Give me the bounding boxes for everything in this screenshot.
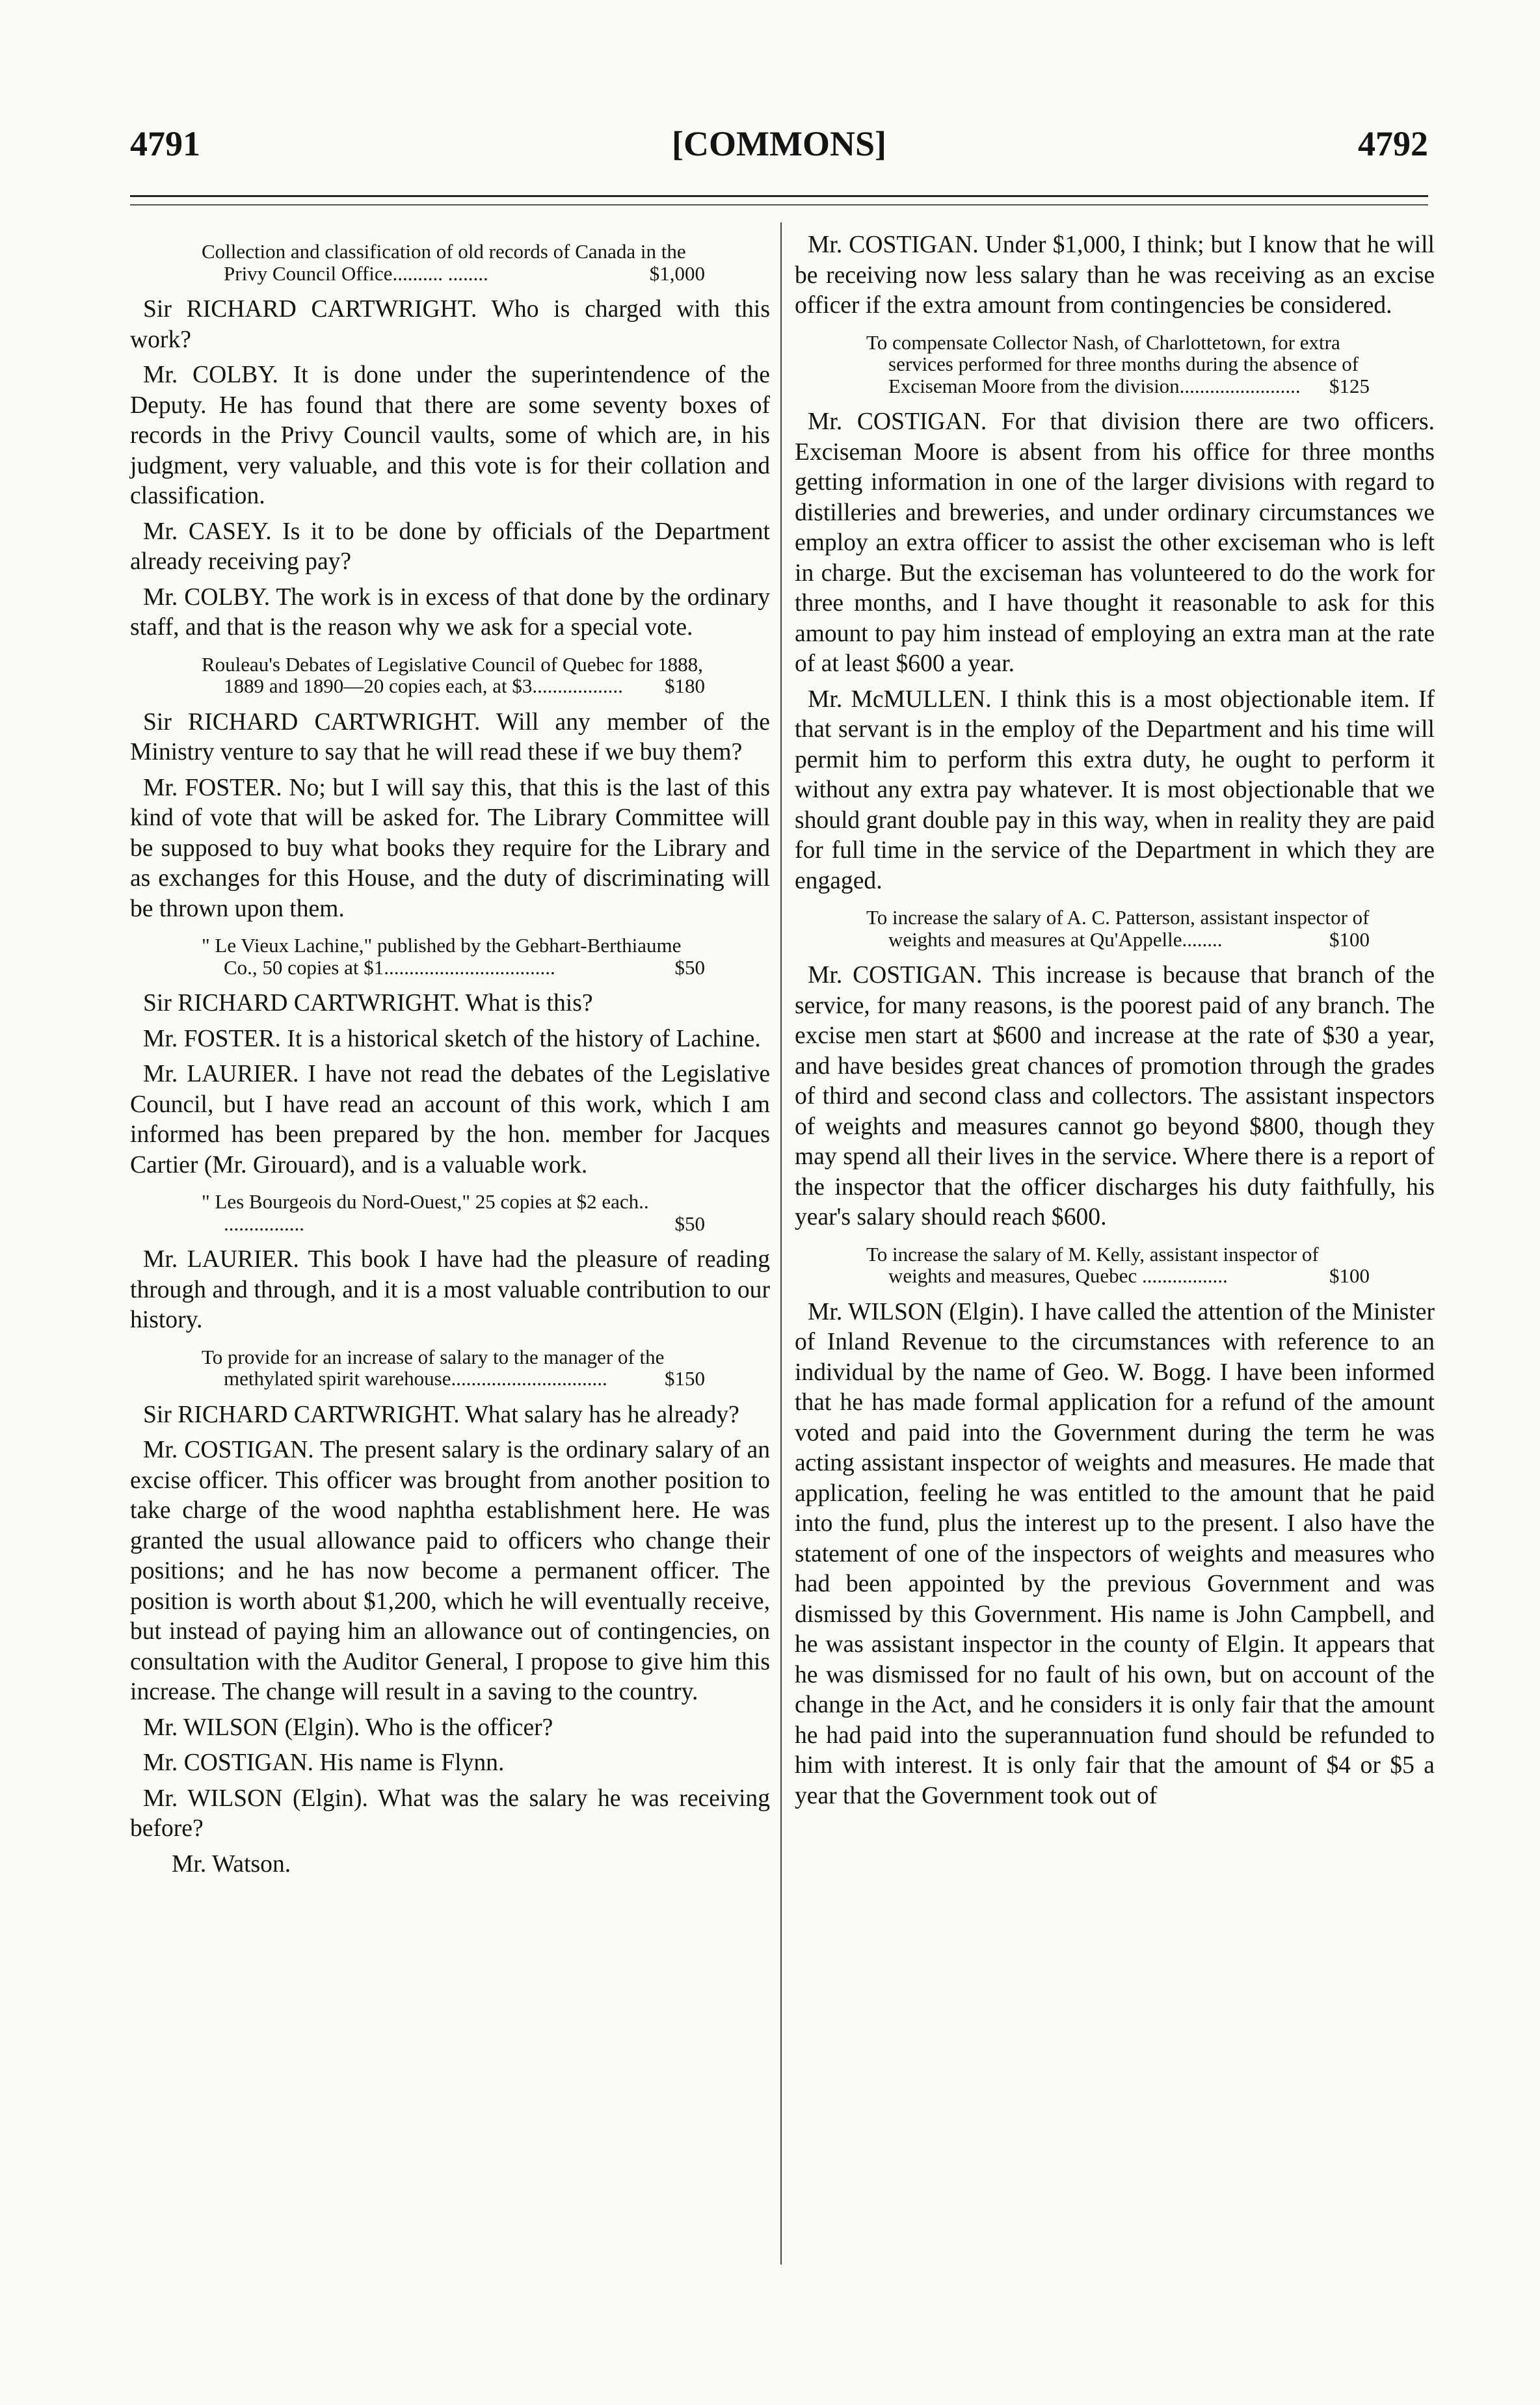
- speech-paragraph: Mr. McMULLEN. I think this is a most objectionable item. If that servant is in the employ of the Department and his time will permit him to perform this extra duty, he ought to perform it without any extra pay whatever. It is most objectionable that we should grant double pay in this way, when in reality they are paid for full time in the service of the Department in which they are engaged.: [795, 685, 1435, 894]
- speech-paragraph: Mr. FOSTER. It is a historical sketch of the history of Lachine.: [143, 1025, 761, 1052]
- speech-paragraph: Mr. COSTIGAN. His name is Flynn.: [143, 1749, 505, 1776]
- speech-paragraph: Sir RICHARD CARTWRIGHT. What is this?: [143, 990, 593, 1016]
- speech-paragraph: Mr. FOSTER. No; but I will say this, that this is the last of this kind of vote that will be asked for. The Library Committee will be supposed to buy what books they require for the Library and as exchanges for this House, and the duty of discriminating will be thrown upon them.: [130, 774, 770, 922]
- vote-item: [202, 654, 705, 697]
- vote-item-amount: $180: [665, 674, 705, 697]
- speech-paragraph: Sir RICHARD CARTWRIGHT. Who is charged with this work?: [130, 296, 770, 353]
- vote-item-text: Rouleau's Debates of Legislative Council of Quebec for 1888, 1889 and 1890—20 copies each, at $3..................: [202, 652, 703, 697]
- page-number-left: 4791: [130, 124, 200, 163]
- vote-item: [202, 1191, 705, 1234]
- vote-item-amount: $50: [674, 1212, 705, 1235]
- speech-paragraph: Mr. COLBY. The work is in excess of that done by the ordinary staff, and that is the reason why we ask for a special vote.: [130, 583, 770, 641]
- speech-paragraph: Mr. COSTIGAN. This increase is because that branch of the service, for many reasons, is the poorest paid of any branch. The excise men start at $600 and increase at the rate of $30 a year, and have besides great chances of promotion through the grades of third and second class and collectors. The assistant inspectors of weights and measures cannot go beyond $800, though they may spend all their lives in the service. Where there is a report of the inspector that the officer discharges his duty faithfully, his year's salary should reach $600.: [795, 962, 1435, 1230]
- vote-item: [866, 332, 1370, 397]
- speech-paragraph: Mr. COSTIGAN. The present salary is the ordinary salary of an excise officer. This officer was brought from another position to take charge of the wood naphtha establishment here. He was granted the usual allowance paid to officers who change their positions; and he has now become a permanent officer. The position is worth about $1,200, which he will eventually receive, but instead of paying him an allowance out of contingencies, on consultation with the Auditor General, I propose to give him this increase. The change will result in a saving to the country.: [130, 1437, 770, 1705]
- speech-paragraph: Mr. WILSON (Elgin). What was the salary he was receiving before?: [130, 1785, 770, 1842]
- left-column: [130, 230, 770, 1880]
- vote-item-amount: $125: [1329, 374, 1370, 397]
- vote-item-amount: $1,000: [649, 261, 705, 285]
- column-divider: [780, 222, 782, 2265]
- vote-item: [202, 1346, 705, 1390]
- vote-item-text: " Le Vieux Lachine," published by the Gebhart-Berthiaume Co., 50 copies at $1..................................: [202, 934, 682, 979]
- speech-paragraph: Mr. COSTIGAN. Under $1,000, I think; but I know that he will be receiving now less salary than he was receiving as an excise officer if the extra amount from contingencies be considered.: [795, 232, 1435, 319]
- speech-paragraph: Mr. COSTIGAN. For that division there are two officers. Exciseman Moore is absent from his office for three months getting information in one of the larger divisions with regard to distilleries and breweries, and under ordinary circumstances we employ an extra officer to assist the other exciseman who is left in charge. But the exciseman has volunteered to do the work for three months, and I have thought it reasonable to ask for this amount to pay him instead of employing an extra man at the rate of at least $600 a year.: [795, 408, 1435, 677]
- vote-item: [866, 1243, 1370, 1287]
- page-header: [130, 121, 1428, 166]
- speech-paragraph: Mr. CASEY. Is it to be done by officials of the Department already receiving pay?: [130, 518, 770, 575]
- vote-item-text: " Les Bourgeois du Nord-Ouest," 25 copies at $2 each.. ................: [202, 1190, 649, 1235]
- right-column: [795, 230, 1435, 1816]
- vote-item: [202, 241, 705, 284]
- vote-item: [202, 935, 705, 978]
- speech-paragraph: Mr. LAURIER. This book I have had the pleasure of reading through and through, and it is a most valuable contribution to our history.: [130, 1246, 770, 1333]
- vote-item-text: To increase the salary of A. C. Patterson, assistant inspector of weights and measures at Qu'Appelle........: [866, 906, 1370, 951]
- vote-item-text: Collection and classification of old records of Canada in the Privy Council Office.......... ........: [202, 240, 686, 285]
- page-number-right: 4792: [1358, 124, 1428, 163]
- reporter-signature: Mr. Watson.: [172, 1850, 291, 1878]
- speech-paragraph: Sir RICHARD CARTWRIGHT. Will any member of the Ministry venture to say that he will read these if we buy them?: [130, 708, 770, 765]
- vote-item-text: To compensate Collector Nash, of Charlottetown, for extra services performed for three months during the absence of Exciseman Moore from the division........................: [866, 330, 1359, 397]
- speech-paragraph: Mr. COLBY. It is done under the superintendence of the Deputy. He has found that there are some seventy boxes of records in the Privy Council vaults, some of which are, in his judgment, very valuable, and this vote is for their collation and classification.: [130, 362, 770, 509]
- vote-item-text: To provide for an increase of salary to the manager of the methylated spirit warehouse...............................: [202, 1345, 665, 1390]
- vote-item-amount: $100: [1329, 1264, 1370, 1287]
- vote-item-amount: $150: [665, 1367, 705, 1390]
- speech-paragraph: Mr. LAURIER. I have not read the debates of the Legislative Council, but I have read an account of this work, which I am informed has been prepared by the hon. member for Jacques Cartier (Mr. Girouard), and is a valuable work.: [130, 1061, 770, 1178]
- header-rule-thin: [130, 204, 1428, 206]
- speech-paragraph: Mr. WILSON (Elgin). Who is the officer?: [143, 1714, 553, 1741]
- speech-paragraph: Mr. WILSON (Elgin). I have called the attention of the Minister of Inland Revenue to the circumstances with reference to an individual by the name of Geo. W. Bogg. I have been informed that he has made formal application for a refund of the amount voted and paid into the Government during the term he was acting assistant inspector of weights and measures. He made that application, feeling he was entitled to the amount that he paid into the fund, plus the interest up to the present. I also have the statement of one of the inspectors of weights and measures who had been appointed by the previous Government and was dismissed by this Government. His name is John Campbell, and he was assistant inspector in the county of Elgin. It appears that he was dismissed for no fault of his own, but on account of the change in the Act, and he considers it is only fair that the amount he had paid into the superannuation fund should be refunded to him with interest. It is only fair that the amount of $4 or $5 a year that the Government took out of: [795, 1298, 1435, 1809]
- vote-item-amount: $50: [674, 955, 705, 979]
- vote-item-text: To increase the salary of M. Kelly, assistant inspector of weights and measures, Quebec .................: [866, 1242, 1319, 1287]
- vote-item: [866, 907, 1370, 950]
- header-rule: [130, 195, 1428, 197]
- running-title: [COMMONS]: [672, 124, 886, 163]
- speech-paragraph: Sir RICHARD CARTWRIGHT. What salary has he already?: [143, 1401, 739, 1428]
- vote-item-amount: $100: [1329, 927, 1370, 951]
